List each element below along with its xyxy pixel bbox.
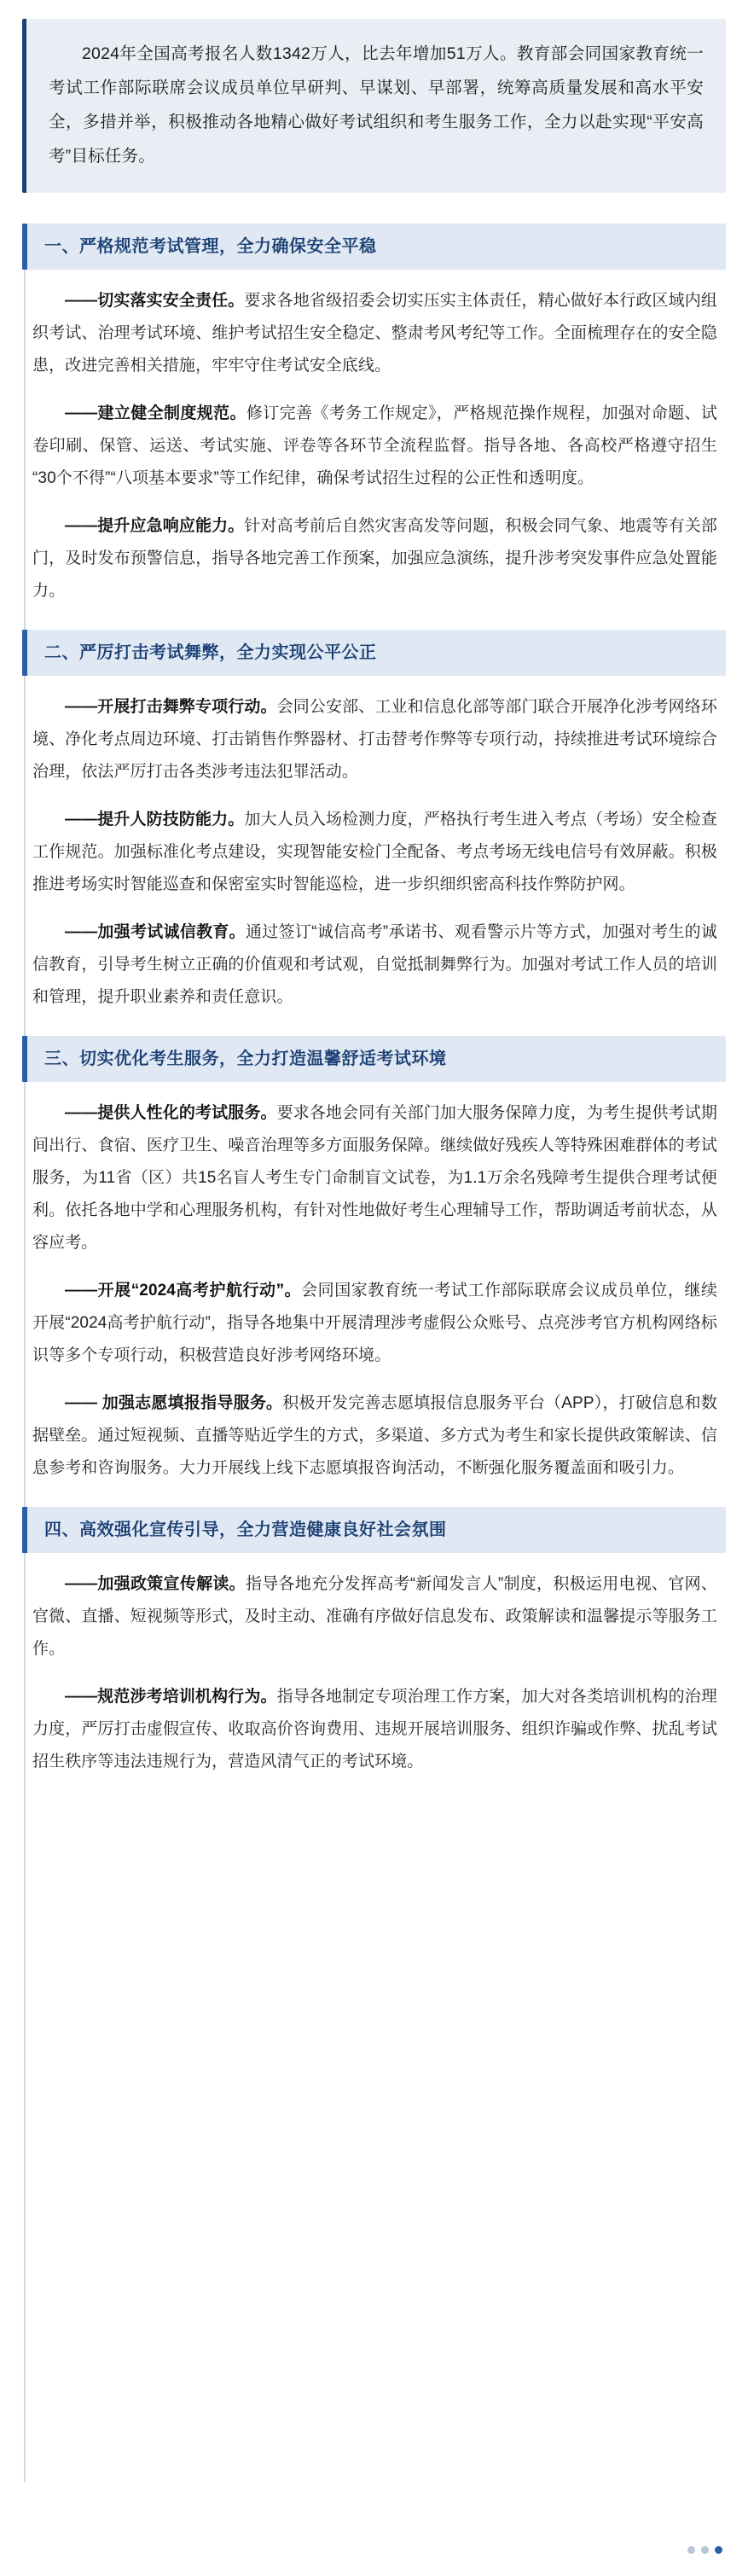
section-4 <box>22 1507 726 1778</box>
section-3-paragraph-2-body: 会同国家教育统一考试工作部际联席会议成员单位，继续开展“2024高考护航行动”，指导各地集中开展清理涉考虚假公众账号、点亮涉考官方机构网络标识等多个专项行动，积极营造良好涉考网络环境。 <box>32 1281 717 1364</box>
section-2-heading: 二、严厉打击考试舞弊，全力实现公平公正 <box>44 643 377 662</box>
section-2-paragraph-1-leadin: ——开展打击舞弊专项行动。 <box>65 697 277 716</box>
section-4-paragraph-2 <box>32 1681 717 1778</box>
section-1-paragraph-2 <box>32 398 717 495</box>
section-2-paragraph-2 <box>32 804 717 901</box>
section-1-paragraph-3-body: 针对高考前后自然灾害高发等问题，积极会同气象、地震等有关部门，及时发布预警信息，指导各地完善工作预案，加强应急演练，提升涉考突发事件应急处置能力。 <box>32 516 718 600</box>
section-3-paragraph-1-leadin: ——提供人性化的考试服务。 <box>65 1103 277 1122</box>
section-2-paragraph-3 <box>32 916 717 1014</box>
section-1-heading-bar <box>22 224 726 270</box>
section-2-paragraph-2-body: 加大人员入场检测力度，严格执行考生进入考点（考场）安全检查工作规范。加强标准化考点建设，实现智能安检门全配备、考点考场无线电信号有效屏蔽。积极推进考场实时智能巡查和保密室实时智能巡检，进一步织细织密高科技作弊防护网。 <box>32 810 718 893</box>
intro-paragraph: 2024年全国高考报名人数1342万人，比去年增加51万人。教育部会同国家教育统一考试工作部际联席会议成员单位早研判、早谋划、早部署，统筹高质量发展和高水平安全，多措并举，积极推动各地精心做好考试组织和考生服务工作，全力以赴实现“平安高考”目标任务。 <box>49 44 704 166</box>
section-4-heading-bar <box>22 1507 726 1553</box>
document-page <box>0 19 748 2576</box>
section-2 <box>22 630 726 1014</box>
section-1-paragraph-1-body: 要求各地省级招委会切实压实主体责任，精心做好本行政区域内组织考试、治理考试环境、维护考试招生安全稳定、整肃考风考纪等工作。全面梳理存在的安全隐患，改进完善相关措施，牢牢守住考试安全底线。 <box>32 291 718 375</box>
section-1-paragraph-3 <box>32 510 717 608</box>
section-2-paragraph-3-leadin: ——加强考试诚信教育。 <box>65 922 246 941</box>
section-4-paragraph-2-body: 指导各地制定专项治理工作方案，加大对各类培训机构的治理力度，严厉打击虚假宣传、收取高价咨询费用、违规开展培训服务、组织诈骗或作弊、扰乱考试招生秩序等违法违规行为，营造风清气正的考试环境。 <box>32 1687 718 1771</box>
document-body <box>0 193 748 1864</box>
section-3 <box>22 1036 726 1485</box>
left-rail-divider <box>24 232 26 2482</box>
section-4-heading: 四、高效强化宣传引导，全力营造健康良好社会氛围 <box>44 1520 447 1539</box>
section-2-paragraph-1 <box>32 691 717 788</box>
section-1-heading: 一、严格规范考试管理，全力确保安全平稳 <box>44 236 377 256</box>
section-3-paragraph-3 <box>32 1387 717 1485</box>
section-3-paragraph-3-body: 积极开发完善志愿填报信息服务平台（APP），打破信息和数据壁垒。通过短视频、直播等贴近学生的方式，多渠道、多方式为考生和家长提供政策解读、信息参考和咨询服务。大力开展线上线下志愿填报咨询活动，不断强化服务覆盖面和吸引力。 <box>32 1393 717 1477</box>
section-4-paragraph-1-leadin: ——加强政策宣传解读。 <box>65 1574 246 1593</box>
section-1 <box>22 224 726 608</box>
pagination-dots <box>687 2546 722 2554</box>
pagination-dot-3-active[interactable] <box>715 2546 722 2554</box>
section-2-paragraph-1-body: 会同公安部、工业和信息化部等部门联合开展净化涉考网络环境、净化考点周边环境、打击销售作弊器材、打击替考作弊等专项行动，持续推进考试环境综合治理，依法严厉打击各类涉考违法犯罪活动。 <box>32 697 718 781</box>
section-2-paragraph-2-leadin: ——提升人防技防能力。 <box>65 810 245 829</box>
section-1-paragraph-2-leadin: ——建立健全制度规范。 <box>65 404 246 422</box>
section-2-heading-bar <box>22 630 726 676</box>
section-1-paragraph-3-leadin: ——提升应急响应能力。 <box>65 516 245 535</box>
pagination-dot-1[interactable] <box>687 2546 695 2554</box>
section-4-paragraph-1-body: 指导各地充分发挥高考“新闻发言人”制度，积极运用电视、官网、官微、直播、短视频等形式，及时主动、准确有序做好信息发布、政策解读和温馨提示等服务工作。 <box>32 1574 718 1658</box>
intro-callout-box <box>22 19 726 193</box>
section-3-paragraph-1-body: 要求各地会同有关部门加大服务保障力度，为考生提供考试期间出行、食宿、医疗卫生、噪音治理等多方面服务保障。继续做好残疾人等特殊困难群体的考试服务，为11省（区）共15名盲人考生专门命制盲文试卷，为1.1万余名残障考生提供合理考试便利。依托各地中学和心理服务机构，有针对性地做好考生心理辅导工作，帮助调适考前状态，从容应考。 <box>32 1103 718 1252</box>
pagination-dot-2[interactable] <box>701 2546 709 2554</box>
section-3-paragraph-2 <box>32 1275 717 1372</box>
section-1-paragraph-1 <box>32 285 717 382</box>
section-1-paragraph-1-leadin: ——切实落实安全责任。 <box>65 291 245 310</box>
section-3-paragraph-1 <box>32 1097 717 1259</box>
bottom-spacer <box>22 1778 726 1829</box>
section-3-paragraph-2-leadin: ——开展“2024高考护航行动”。 <box>65 1281 302 1300</box>
section-1-paragraph-2-body: 修订完善《考务工作规定》，严格规范操作规程，加强对命题、试卷印刷、保管、运送、考试实施、评卷等各环节全流程监督。指导各地、各高校严格遵守招生“30个不得”“八项基本要求”等工作纪律，确保考试招生过程的公正性和透明度。 <box>32 404 718 487</box>
section-3-paragraph-3-leadin: —— 加强志愿填报指导服务。 <box>65 1393 283 1412</box>
section-4-paragraph-1 <box>32 1568 717 1666</box>
section-2-paragraph-3-body: 通过签订“诚信高考”承诺书、观看警示片等方式，加强对考生的诚信教育，引导考生树立正确的价值观和考试观，自觉抵制舞弊行为。加强对考试工作人员的培训和管理，提升职业素养和责任意识。 <box>32 922 718 1006</box>
section-3-heading-bar <box>22 1036 726 1082</box>
section-4-paragraph-2-leadin: ——规范涉考培训机构行为。 <box>65 1687 277 1706</box>
section-3-heading: 三、切实优化考生服务，全力打造温馨舒适考试环境 <box>44 1049 447 1068</box>
